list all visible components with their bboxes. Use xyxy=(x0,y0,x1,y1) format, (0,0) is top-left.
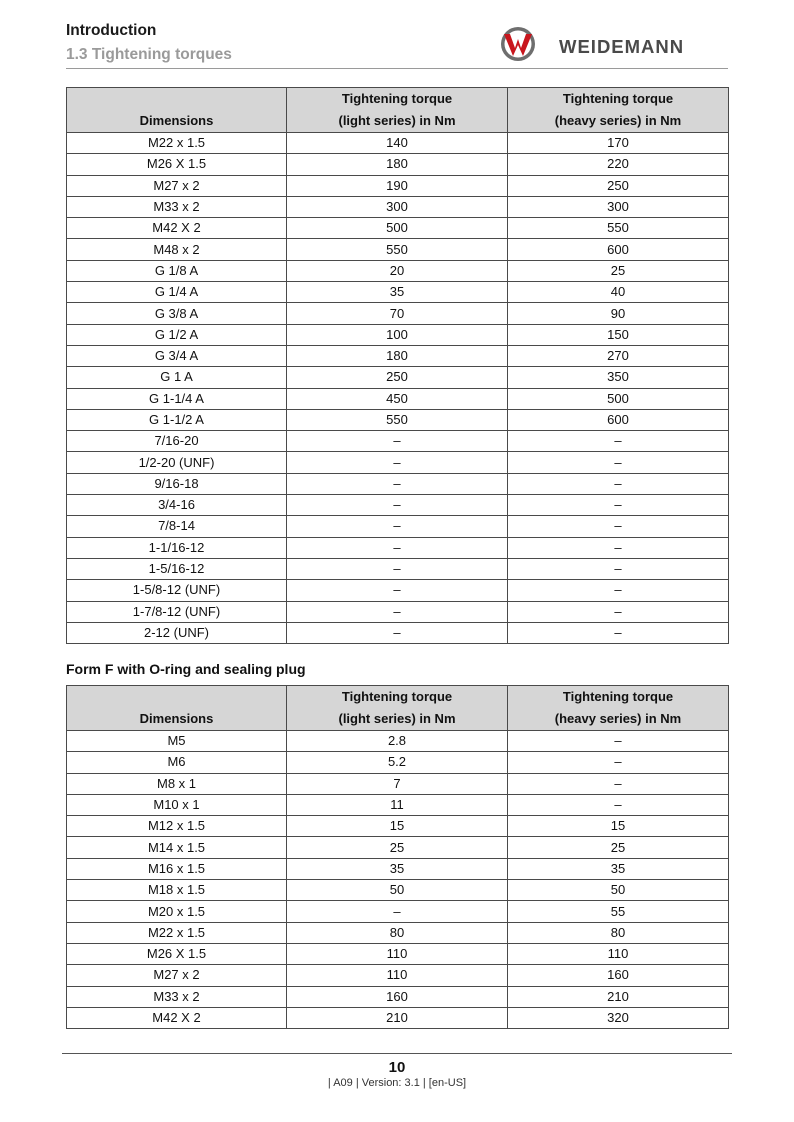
table-row xyxy=(67,282,729,303)
cell-torque-light: 500 xyxy=(287,218,508,239)
cell-torque-light: 250 xyxy=(287,367,508,388)
cell-torque-heavy: – xyxy=(508,537,729,558)
cell-torque-heavy: 40 xyxy=(508,282,729,303)
table-row xyxy=(67,303,729,324)
cell-torque-light: 7 xyxy=(287,773,508,794)
cell-torque-light: – xyxy=(287,601,508,622)
table-header-row xyxy=(67,686,729,731)
table-row xyxy=(67,901,729,922)
cell-torque-light: 180 xyxy=(287,154,508,175)
cell-torque-light: – xyxy=(287,558,508,579)
table-row xyxy=(67,880,729,901)
cell-torque-heavy: – xyxy=(508,516,729,537)
cell-torque-heavy: – xyxy=(508,773,729,794)
table-row xyxy=(67,601,729,622)
column-header-light: Tightening torque (light series) in Nm xyxy=(287,686,508,731)
cell-torque-light: 35 xyxy=(287,858,508,879)
cell-torque-light: – xyxy=(287,622,508,643)
cell-dimension: 1-5/8-12 (UNF) xyxy=(67,580,287,601)
section-heading: Form F with O-ring and sealing plug xyxy=(66,661,306,677)
cell-torque-heavy: 110 xyxy=(508,943,729,964)
cell-dimension: G 1 A xyxy=(67,367,287,388)
table-row xyxy=(67,218,729,239)
cell-torque-light: 160 xyxy=(287,986,508,1007)
table-row xyxy=(67,816,729,837)
cell-torque-heavy: 550 xyxy=(508,218,729,239)
cell-torque-heavy: 160 xyxy=(508,965,729,986)
cell-dimension: M12 x 1.5 xyxy=(67,816,287,837)
cell-torque-heavy: – xyxy=(508,495,729,516)
cell-torque-light: 50 xyxy=(287,880,508,901)
cell-dimension: M8 x 1 xyxy=(67,773,287,794)
cell-dimension: 9/16-18 xyxy=(67,473,287,494)
cell-torque-light: 5.2 xyxy=(287,752,508,773)
cell-torque-heavy: – xyxy=(508,622,729,643)
cell-torque-heavy: – xyxy=(508,731,729,752)
table-row xyxy=(67,731,729,752)
cell-dimension: 1-5/16-12 xyxy=(67,558,287,579)
cell-dimension: 1/2-20 (UNF) xyxy=(67,452,287,473)
cell-dimension: 3/4-16 xyxy=(67,495,287,516)
cell-dimension: M27 x 2 xyxy=(67,175,287,196)
cell-dimension: M5 xyxy=(67,731,287,752)
table-row xyxy=(67,986,729,1007)
cell-torque-heavy: – xyxy=(508,601,729,622)
table-row xyxy=(67,452,729,473)
cell-dimension: 7/8-14 xyxy=(67,516,287,537)
cell-dimension: G 1/4 A xyxy=(67,282,287,303)
table-header-row xyxy=(67,88,729,133)
table-row xyxy=(67,431,729,452)
cell-torque-heavy: 25 xyxy=(508,260,729,281)
torque-table-form-f xyxy=(66,685,729,1029)
cell-torque-light: – xyxy=(287,580,508,601)
cell-dimension: M16 x 1.5 xyxy=(67,858,287,879)
column-header-light: Tightening torque (light series) in Nm xyxy=(287,88,508,133)
table-row xyxy=(67,196,729,217)
column-header-heavy: Tightening torque (heavy series) in Nm xyxy=(508,88,729,133)
table-row xyxy=(67,239,729,260)
cell-torque-light: 20 xyxy=(287,260,508,281)
cell-torque-heavy: 320 xyxy=(508,1007,729,1028)
cell-dimension: M10 x 1 xyxy=(67,794,287,815)
cell-torque-heavy: – xyxy=(508,473,729,494)
cell-dimension: M20 x 1.5 xyxy=(67,901,287,922)
cell-torque-heavy: – xyxy=(508,794,729,815)
cell-dimension: 1-1/16-12 xyxy=(67,537,287,558)
cell-torque-heavy: 90 xyxy=(508,303,729,324)
cell-dimension: G 3/8 A xyxy=(67,303,287,324)
table-row xyxy=(67,858,729,879)
table-body xyxy=(67,133,729,644)
cell-dimension: M22 x 1.5 xyxy=(67,133,287,154)
cell-torque-light: 25 xyxy=(287,837,508,858)
cell-torque-heavy: – xyxy=(508,452,729,473)
footer-rule xyxy=(62,1053,732,1054)
cell-torque-light: 110 xyxy=(287,943,508,964)
brand-name: WEIDEMANN xyxy=(559,36,685,57)
cell-torque-heavy: 50 xyxy=(508,880,729,901)
cell-torque-heavy: 15 xyxy=(508,816,729,837)
cell-torque-heavy: 300 xyxy=(508,196,729,217)
section-title: 1.3 Tightening torques xyxy=(66,46,232,63)
cell-torque-light: – xyxy=(287,901,508,922)
cell-torque-light: 190 xyxy=(287,175,508,196)
cell-torque-light: 70 xyxy=(287,303,508,324)
cell-dimension: 2-12 (UNF) xyxy=(67,622,287,643)
cell-torque-light: 35 xyxy=(287,282,508,303)
table-row xyxy=(67,495,729,516)
cell-dimension: G 1-1/2 A xyxy=(67,409,287,430)
cell-torque-light: – xyxy=(287,516,508,537)
cell-torque-light: 550 xyxy=(287,239,508,260)
cell-dimension: G 3/4 A xyxy=(67,345,287,366)
cell-dimension: M42 X 2 xyxy=(67,1007,287,1028)
cell-dimension: M33 x 2 xyxy=(67,196,287,217)
table-row xyxy=(67,324,729,345)
cell-torque-heavy: 500 xyxy=(508,388,729,409)
cell-torque-light: 11 xyxy=(287,794,508,815)
cell-dimension: M33 x 2 xyxy=(67,986,287,1007)
cell-torque-light: 180 xyxy=(287,345,508,366)
table-row xyxy=(67,345,729,366)
cell-torque-heavy: 600 xyxy=(508,239,729,260)
cell-torque-heavy: – xyxy=(508,580,729,601)
table-body xyxy=(67,731,729,1029)
cell-torque-heavy: 220 xyxy=(508,154,729,175)
table-row xyxy=(67,558,729,579)
cell-torque-light: 140 xyxy=(287,133,508,154)
table-row xyxy=(67,922,729,943)
header-rule xyxy=(66,68,728,69)
table-row xyxy=(67,1007,729,1028)
cell-torque-heavy: 25 xyxy=(508,837,729,858)
table-row xyxy=(67,837,729,858)
cell-torque-heavy: – xyxy=(508,558,729,579)
table-row xyxy=(67,773,729,794)
table-row xyxy=(67,175,729,196)
cell-dimension: 7/16-20 xyxy=(67,431,287,452)
cell-torque-heavy: 35 xyxy=(508,858,729,879)
cell-torque-heavy: 350 xyxy=(508,367,729,388)
table-row xyxy=(67,537,729,558)
cell-torque-light: 210 xyxy=(287,1007,508,1028)
cell-torque-light: 300 xyxy=(287,196,508,217)
weidemann-logo-icon xyxy=(498,26,542,62)
cell-torque-light: 550 xyxy=(287,409,508,430)
column-header-dimensions: Dimensions xyxy=(67,88,287,133)
cell-dimension: M14 x 1.5 xyxy=(67,837,287,858)
cell-torque-heavy: 80 xyxy=(508,922,729,943)
cell-torque-light: 2.8 xyxy=(287,731,508,752)
table-row xyxy=(67,154,729,175)
cell-torque-heavy: 250 xyxy=(508,175,729,196)
brand-logo xyxy=(498,26,728,62)
cell-dimension: M48 x 2 xyxy=(67,239,287,260)
cell-dimension: M26 X 1.5 xyxy=(67,154,287,175)
table-row xyxy=(67,516,729,537)
table-row xyxy=(67,622,729,643)
cell-torque-heavy: 55 xyxy=(508,901,729,922)
table-row xyxy=(67,943,729,964)
cell-dimension: G 1/8 A xyxy=(67,260,287,281)
cell-torque-heavy: 150 xyxy=(508,324,729,345)
cell-dimension: M18 x 1.5 xyxy=(67,880,287,901)
cell-dimension: M6 xyxy=(67,752,287,773)
cell-torque-light: – xyxy=(287,537,508,558)
table-row xyxy=(67,260,729,281)
cell-torque-light: – xyxy=(287,452,508,473)
cell-dimension: M22 x 1.5 xyxy=(67,922,287,943)
table-row xyxy=(67,409,729,430)
table-row xyxy=(67,752,729,773)
cell-dimension: 1-7/8-12 (UNF) xyxy=(67,601,287,622)
cell-torque-light: 450 xyxy=(287,388,508,409)
table-row xyxy=(67,133,729,154)
cell-torque-light: 110 xyxy=(287,965,508,986)
table-row xyxy=(67,367,729,388)
cell-dimension: G 1-1/4 A xyxy=(67,388,287,409)
version-info: | A09 | Version: 3.1 | [en-US] xyxy=(327,1077,467,1089)
chapter-title: Introduction xyxy=(66,22,157,39)
cell-torque-heavy: 600 xyxy=(508,409,729,430)
cell-torque-light: 100 xyxy=(287,324,508,345)
column-header-heavy: Tightening torque (heavy series) in Nm xyxy=(508,686,729,731)
cell-dimension: M42 X 2 xyxy=(67,218,287,239)
cell-torque-heavy: 210 xyxy=(508,986,729,1007)
cell-torque-light: – xyxy=(287,495,508,516)
cell-dimension: M26 X 1.5 xyxy=(67,943,287,964)
table-row xyxy=(67,580,729,601)
cell-torque-heavy: – xyxy=(508,431,729,452)
torque-table-main xyxy=(66,87,729,644)
table-row xyxy=(67,965,729,986)
table-row xyxy=(67,473,729,494)
cell-torque-light: 15 xyxy=(287,816,508,837)
table-row xyxy=(67,794,729,815)
cell-dimension: M27 x 2 xyxy=(67,965,287,986)
cell-torque-light: – xyxy=(287,473,508,494)
table-row xyxy=(67,388,729,409)
cell-torque-light: 80 xyxy=(287,922,508,943)
page-number: 10 xyxy=(388,1059,406,1076)
cell-dimension: G 1/2 A xyxy=(67,324,287,345)
column-header-dimensions: Dimensions xyxy=(67,686,287,731)
page-header xyxy=(66,20,728,68)
cell-torque-heavy: 270 xyxy=(508,345,729,366)
cell-torque-heavy: 170 xyxy=(508,133,729,154)
cell-torque-heavy: – xyxy=(508,752,729,773)
cell-torque-light: – xyxy=(287,431,508,452)
